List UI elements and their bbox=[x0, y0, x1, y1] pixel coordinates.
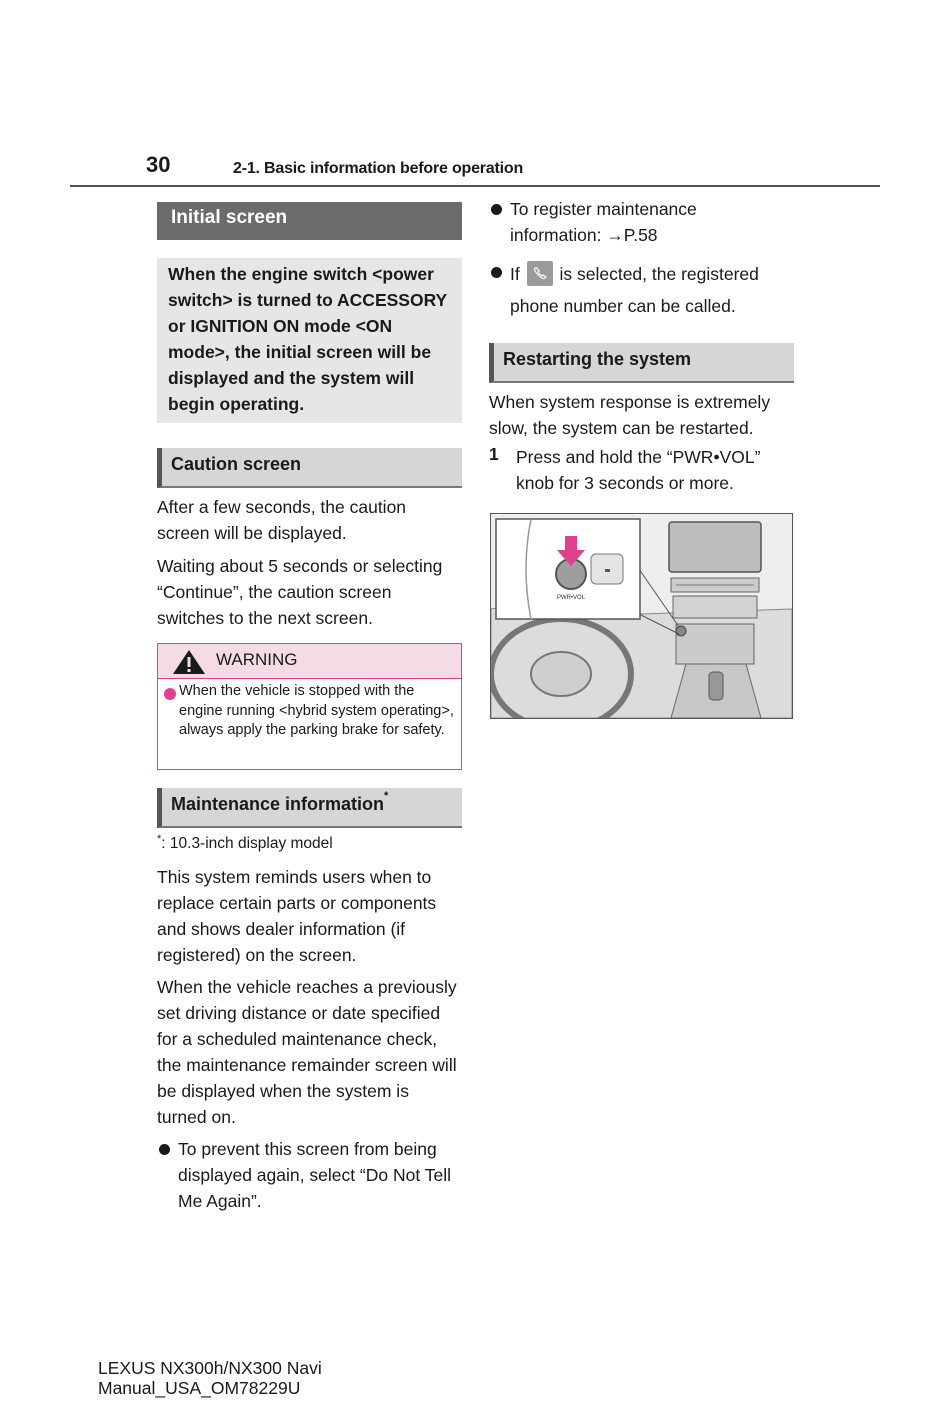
warning-title: WARNING bbox=[216, 650, 298, 669]
warning-text: When the vehicle is stopped with the engine running <hybrid system operating>, always apply the parking brake for safety. bbox=[179, 683, 454, 738]
warning-bullet-icon bbox=[164, 688, 176, 700]
caution-screen-heading-text: Caution screen bbox=[171, 454, 302, 474]
warning-triangle-icon bbox=[172, 649, 206, 675]
bullet-icon bbox=[159, 1144, 170, 1155]
caution-paragraph-1: After a few seconds, the caution screen will be displayed. bbox=[157, 497, 407, 543]
footnote bbox=[157, 833, 333, 853]
restart-heading bbox=[489, 343, 794, 383]
initial-screen-heading bbox=[157, 202, 462, 240]
phone-bullet-after: is selected, the registered bbox=[559, 264, 759, 284]
phone-bullet-line-1 bbox=[510, 261, 800, 288]
initial-screen-heading-text: Initial screen bbox=[171, 207, 288, 228]
caution-screen-heading bbox=[157, 448, 462, 488]
register-bullet: To register maintenance information: →P.58 bbox=[510, 199, 697, 245]
header-divider bbox=[70, 185, 880, 187]
dashboard-illustration bbox=[490, 513, 793, 719]
footer-text: LEXUS NX300h/NX300 Navi Manual_USA_OM78229U bbox=[98, 1358, 322, 1398]
maintenance-paragraph-2: When the vehicle reaches a previously set driving distance or date specified for a scheduled maintenance check, the maintenance remainder screen will be displayed when the system is turned on. bbox=[157, 977, 457, 1127]
caution-paragraph-2: Waiting about 5 seconds or selecting “Continue”, the caution screen switches to the next screen. bbox=[157, 556, 443, 628]
warning-box bbox=[157, 643, 462, 770]
phone-bullet-line-2: phone number can be called. bbox=[510, 296, 736, 316]
bullet-icon bbox=[491, 267, 502, 278]
footnote-text: : 10.3-inch display model bbox=[161, 835, 333, 853]
maintenance-heading-asterisk: * bbox=[384, 790, 389, 802]
maintenance-paragraph-1: This system reminds users when to replace certain parts or components and shows dealer information (if registered) on the screen. bbox=[157, 867, 437, 965]
maintenance-bullet: To prevent this screen from being displayed again, select “Do Not Tell Me Again”. bbox=[178, 1139, 452, 1211]
step-number: 1 bbox=[489, 444, 499, 464]
footnote-asterisk: * bbox=[157, 833, 162, 845]
warning-header bbox=[158, 644, 461, 679]
maintenance-heading bbox=[157, 788, 462, 828]
phone-icon bbox=[527, 261, 553, 286]
intro-text: When the engine switch <power switch> is turned to ACCESSORY or IGNITION ON mode <ON mode>, the initial screen will be displayed and the system will begin operating. bbox=[168, 264, 447, 414]
maintenance-heading-text: Maintenance information bbox=[171, 794, 385, 814]
intro-box bbox=[157, 258, 462, 423]
page-number: 30 bbox=[146, 152, 171, 177]
section-title: 2-1. Basic information before operation bbox=[233, 160, 524, 177]
restart-paragraph: When system response is extremely slow, the system can be restarted. bbox=[489, 392, 771, 438]
phone-bullet-before: If bbox=[510, 264, 520, 284]
bullet-icon bbox=[491, 204, 502, 215]
maintenance-heading-label bbox=[171, 790, 389, 815]
dashboard-drawing bbox=[491, 514, 792, 718]
pwr-vol-label: PWR•VOL bbox=[556, 595, 586, 601]
step-text: Press and hold the “PWR•VOL” knob for 3 seconds or more. bbox=[516, 447, 761, 493]
restart-heading-text: Restarting the system bbox=[503, 349, 692, 369]
